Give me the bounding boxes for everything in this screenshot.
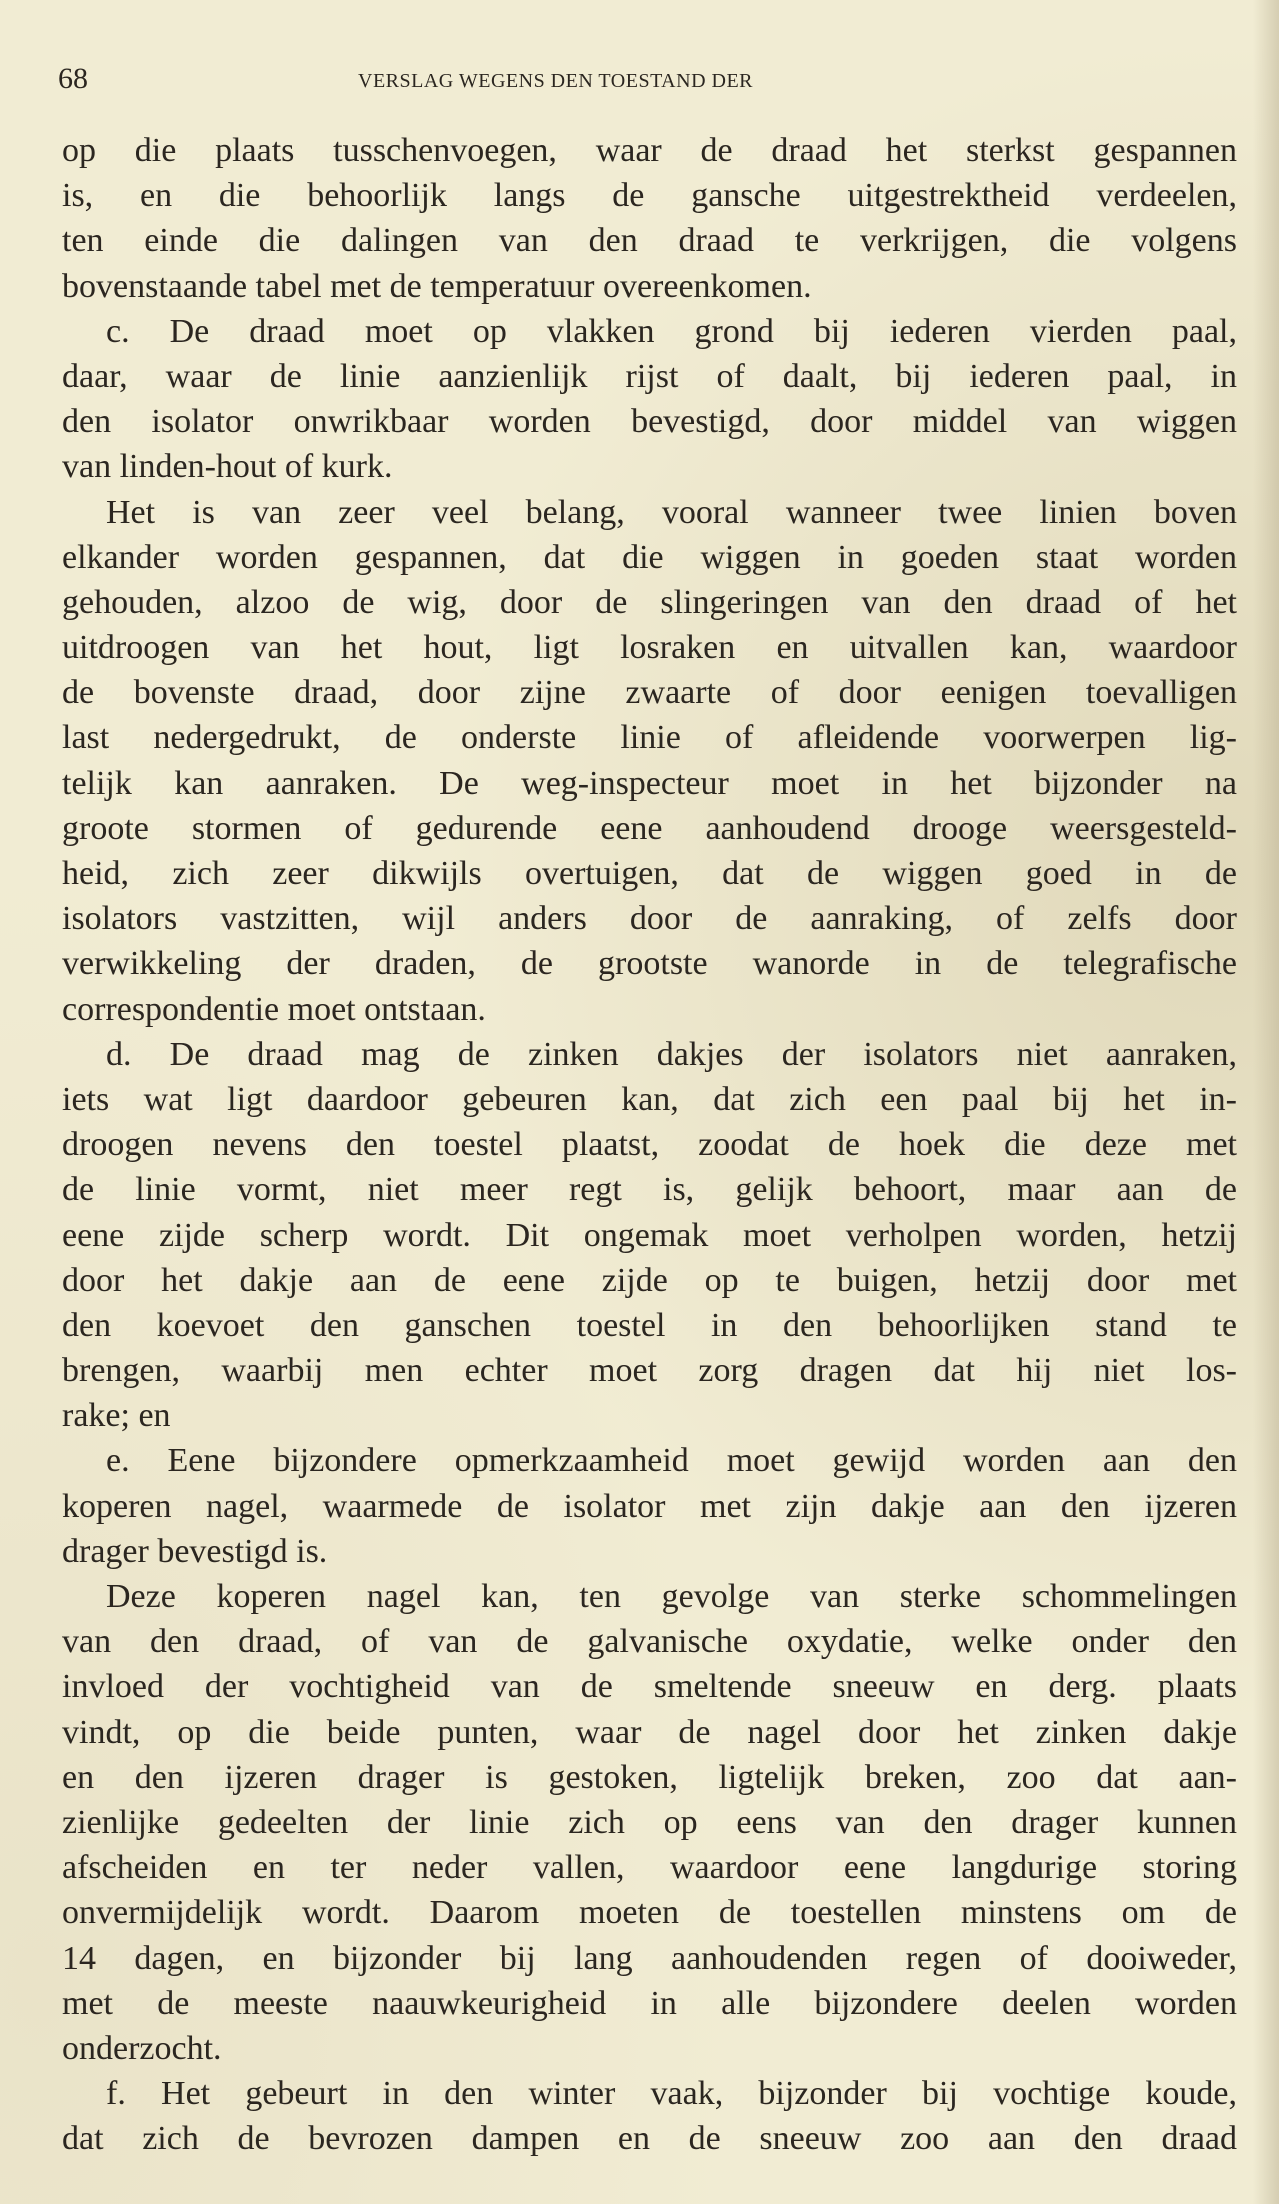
text-line: telijk kan aanraken. De weg-inspecteur moet in het bijzonder na — [62, 764, 1237, 802]
text-line: door het dakje aan de eene zijde op te buigen, hetzij door met — [62, 1261, 1237, 1299]
text-line: daar, waar de linie aanzienlijk rijst of daalt, bij iederen paal, in — [62, 357, 1237, 395]
text-line: gehouden, alzoo de wig, door de slingeringen van den draad of het — [62, 583, 1237, 621]
body-text — [62, 128, 1237, 2161]
text-line: koperen nagel, waarmede de isolator met zijn dakje aan den ijzeren — [62, 1487, 1237, 1525]
text-line: brengen, waarbij men echter moet zorg dragen dat hij niet los- — [62, 1352, 1237, 1390]
text-line: den koevoet den ganschen toestel in den behoorlijken stand te — [62, 1306, 1237, 1344]
text-line: met de meeste naauwkeurigheid in alle bijzondere deelen worden — [62, 1984, 1237, 2022]
text-line: onderzocht. — [62, 2029, 222, 2067]
text-line: elkander worden gespannen, dat die wiggen in goeden staat worden — [62, 538, 1237, 576]
text-line: eene zijde scherp wordt. Dit ongemak moet verholpen worden, hetzij — [62, 1216, 1237, 1254]
text-line: ten einde die dalingen van den draad te verkrijgen, die volgens — [62, 222, 1237, 260]
text-line: verwikkeling der draden, de grootste wanorde in de telegrafische — [62, 945, 1237, 983]
text-line: rake; en — [62, 1397, 171, 1435]
text-line: afscheiden en ter neder vallen, waardoor eene langdurige storing — [62, 1849, 1237, 1887]
text-line: e. Eene bijzondere opmerkzaamheid moet gewijd worden aan den — [106, 1442, 1237, 1480]
text-line: Het is van zeer veel belang, vooral wanneer twee linien boven — [106, 493, 1237, 531]
text-line: den isolator onwrikbaar worden bevestigd, door middel van wiggen — [62, 403, 1237, 441]
page-header — [58, 62, 1228, 102]
text-line: c. De draad moet op vlakken grond bij iederen vierden paal, — [106, 312, 1237, 350]
text-line: d. De draad mag de zinken dakjes der isolators niet aanraken, — [106, 1035, 1237, 1073]
text-line: bovenstaande tabel met de temperatuur overeenkomen. — [62, 267, 812, 305]
text-line: uitdroogen van het hout, ligt losraken en uitvallen kan, waardoor — [62, 629, 1237, 667]
text-line: isolators vastzitten, wijl anders door de aanraking, of zelfs door — [62, 900, 1237, 938]
text-line: drager bevestigd is. — [62, 1532, 328, 1570]
text-line: 14 dagen, en bijzonder bij lang aanhoudenden regen of dooiweder, — [62, 1939, 1237, 1977]
running-head: VERSLAG WEGENS DEN TOESTAND DER — [358, 70, 754, 92]
text-line: van linden-hout of kurk. — [62, 448, 393, 486]
text-line: heid, zich zeer dikwijls overtuigen, dat de wiggen goed in de — [62, 855, 1237, 892]
text-line: op die plaats tusschenvoegen, waar de draad het sterkst gespannen — [62, 132, 1237, 169]
page-edge-shadow — [1253, 0, 1279, 2204]
text-line: en den ijzeren drager is gestoken, ligtelijk breken, zoo dat aan- — [62, 1758, 1237, 1796]
text-line: zienlijke gedeelten der linie zich op eens van den drager kunnen — [62, 1803, 1237, 1841]
text-line: f. Het gebeurt in den winter vaak, bijzonder bij vochtige koude, — [106, 2075, 1237, 2113]
text-line: Deze koperen nagel kan, ten gevolge van sterke schommelingen — [106, 1578, 1237, 1615]
text-line: is, en die behoorlijk langs de gansche uitgestrektheid verdeelen, — [62, 177, 1237, 215]
text-line: vindt, op die beide punten, waar de nagel door het zinken dakje — [62, 1713, 1237, 1751]
text-line: de linie vormt, niet meer regt is, gelijk behoort, maar aan de — [62, 1171, 1237, 1209]
text-line: van den draad, of van de galvanische oxydatie, welke onder den — [62, 1623, 1237, 1661]
text-line: invloed der vochtigheid van de smeltende sneeuw en derg. plaats — [62, 1668, 1237, 1706]
text-line: onvermijdelijk wordt. Daarom moeten de toestellen minstens om de — [62, 1894, 1237, 1932]
page-number: 68 — [58, 62, 88, 95]
text-line: last nedergedrukt, de onderste linie of afleidende voorwerpen lig- — [62, 719, 1237, 757]
text-line: correspondentie moet ontstaan. — [62, 990, 486, 1028]
text-line: iets wat ligt daardoor gebeuren kan, dat zich een paal bij het in- — [62, 1080, 1237, 1118]
text-line: groote stormen of gedurende eene aanhoudend drooge weersgesteld- — [62, 809, 1237, 847]
text-line: de bovenste draad, door zijne zwaarte of door eenigen toevalligen — [62, 674, 1237, 712]
text-line: dat zich de bevrozen dampen en de sneeuw zoo aan den draad — [62, 2120, 1237, 2158]
text-line: droogen nevens den toestel plaatst, zoodat de hoek die deze met — [62, 1126, 1237, 1164]
